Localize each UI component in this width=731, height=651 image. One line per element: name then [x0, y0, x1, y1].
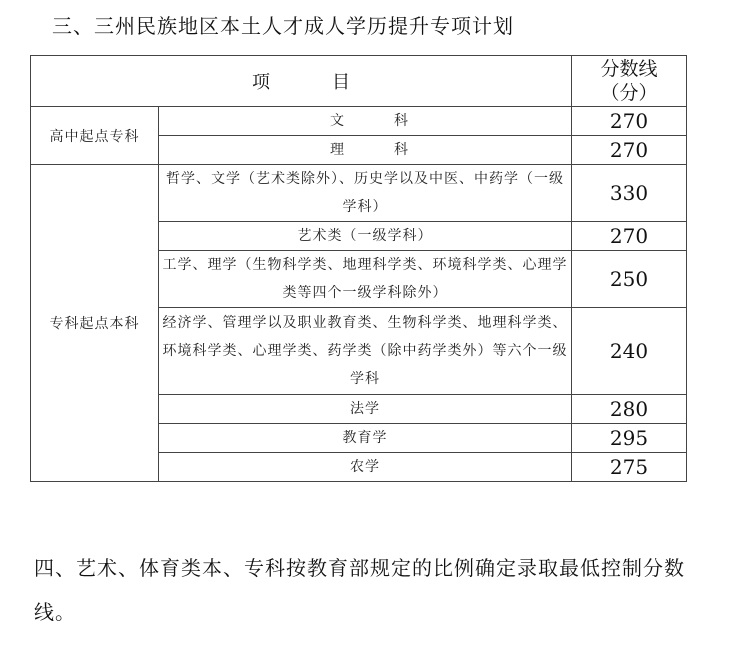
level-cell: 专科起点本科	[31, 165, 159, 482]
score-cell: 330	[572, 165, 687, 222]
table-header-row	[31, 56, 687, 107]
score-cell: 275	[572, 453, 687, 482]
subject-cell: 农学	[159, 453, 572, 482]
score-cell: 295	[572, 424, 687, 453]
score-cell: 240	[572, 308, 687, 395]
subject-cell: 理 科	[159, 136, 572, 165]
header-item-label: 项 目	[252, 72, 372, 93]
subject-cell: 艺术类（一级学科）	[159, 222, 572, 251]
score-cell: 270	[572, 222, 687, 251]
footer-note: 四、艺术、体育类本、专科按教育部规定的比例确定录取最低控制分数线。	[34, 556, 685, 624]
subject-cell: 工学、理学（生物科学类、地理科学类、环境科学类、心理学类等四个一级学科除外）	[159, 251, 572, 308]
score-table	[30, 55, 687, 482]
subject-cell: 教育学	[159, 424, 572, 453]
header-score-unit: （分）	[600, 82, 658, 104]
score-cell: 280	[572, 395, 687, 424]
table-row	[31, 165, 687, 222]
table-row	[31, 107, 687, 136]
header-score-label: 分数线	[600, 58, 658, 80]
score-cell: 270	[572, 107, 687, 136]
level-cell: 高中起点专科	[31, 107, 159, 165]
subject-cell: 法学	[159, 395, 572, 424]
subject-cell: 哲学、文学（艺术类除外）、历史学以及中医、中药学（一级学科）	[159, 165, 572, 222]
subject-cell: 文 科	[159, 107, 572, 136]
subject-cell: 经济学、管理学以及职业教育类、生物科学类、地理科学类、环境科学类、心理学类、药学类（除中药学类外）等六个一级学科	[159, 308, 572, 395]
score-cell: 250	[572, 251, 687, 308]
section-title: 三、三州民族地区本土人才成人学历提升专项计划	[52, 14, 514, 38]
header-item	[31, 56, 572, 107]
score-cell: 270	[572, 136, 687, 165]
header-score	[572, 56, 687, 107]
